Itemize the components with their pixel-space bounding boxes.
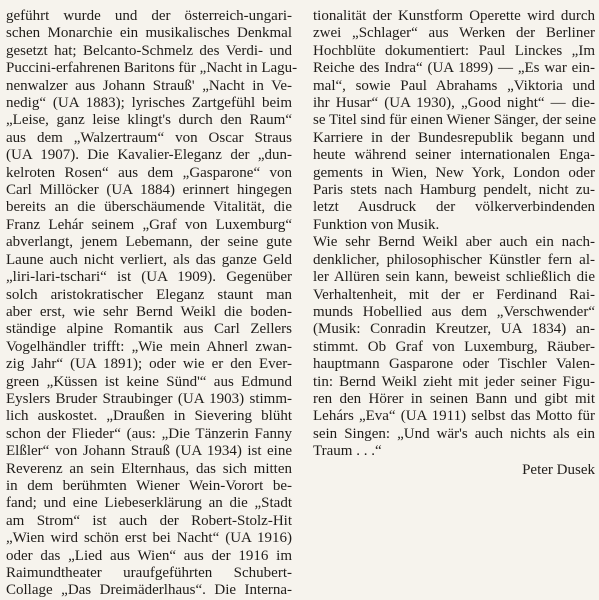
left-line-7: „Leise, ganz leise klingt's durch den Raum“	[6, 112, 292, 129]
right-line-17: Verhaltenheit, mit der er Ferdinand Rai-	[313, 286, 595, 303]
left-line-11: Carl Millöcker (UA 1884) erinnert hingegen	[6, 182, 292, 199]
right-line-11: Paris stets nach Hamburg pendelt, nicht zu-	[313, 182, 595, 199]
right-line-24: Lehárs „Eva“ (UA 1911) selbst das Motto für	[313, 408, 595, 425]
right-line-2: zwei „Schlager“ aus Werken der Berliner	[313, 25, 595, 42]
left-line-17: solch aristokratischer Eleganz staunt man	[6, 286, 292, 303]
left-line-26: Elßler“ von Johann Strauß (UA 1934) ist eine	[6, 443, 292, 460]
left-line-4: Puccini-erfahrenen Baritons für „Nacht in Lagu-	[6, 60, 298, 77]
left-line-10: kelroten Rosen“ aus dem „Gasparone“ von	[6, 164, 292, 181]
left-line-12: bereits an die überschäumende Vitalität, die	[6, 199, 292, 216]
right-line-19: (Musik: Conradin Kreutzer, UA 1834) an-	[313, 321, 595, 338]
right-line-20: stimmt. Ob Graf von Luxemburg, Räuber-	[313, 338, 595, 355]
left-line-21: zig Jahr“ (UA 1891); oder wie er den Ever-	[6, 356, 292, 373]
left-line-24: lich auskostet. „Draußen in Sievering blüht	[6, 408, 292, 425]
left-line-9: (UA 1907). Die Kavalier-Eleganz der „dun-	[6, 147, 292, 164]
right-line-1: tionalität der Kunstform Operette wird durch	[313, 8, 595, 24]
right-line-9: heute während seiner internationalen Enga-	[313, 147, 595, 164]
right-line-16: ler Allüren sein kann, beweist schließlich die	[313, 269, 595, 286]
right-line-21: hauptmann Gasparone oder Tischler Valen-	[313, 356, 595, 373]
right-line-23: ren den Hörer in seinen Bann und gibt mit	[313, 390, 595, 407]
left-line-28: in dem berühmten Wiener Wein-Vorort be-	[6, 477, 292, 494]
left-line-23: Eyslers Bruder Straubinger (UA 1903) stimm-	[6, 390, 292, 407]
left-line-31: „Wien wird schön erst bei Nacht“ (UA 1916)	[6, 530, 292, 547]
left-line-16: „liri-lari-tschari“ ist (UA 1909). Gegenüber	[6, 269, 292, 286]
right-line-7: se Titel sind für einen Wiener Sänger, der seine	[313, 112, 597, 129]
left-line-29: fand; und eine Liebeserklärung an die „Stadt	[6, 495, 292, 512]
right-line-3: Hochblüte dokumentiert: Paul Linckes „Im	[313, 42, 595, 59]
left-line-27: Reverenz an sein Elternhaus, das sich mitten	[6, 460, 292, 477]
left-line-2: schen Monarchie ein musikalisches Denkmal	[6, 25, 292, 42]
left-line-33: Raimundtheater uraufgeführten Schubert-	[6, 565, 292, 581]
left-line-5: nenwalzer aus Johann Strauß' „Nacht in Ve-	[6, 77, 292, 94]
author-signature: Peter Dusek	[522, 461, 595, 478]
left-line-34: Collage „Das Dreimäderlhaus“. Die Interna-	[6, 582, 292, 599]
left-line-3: gesetzt hat; Belcanto-Schmelz des Verdi- und	[6, 42, 292, 59]
right-line-15: denklicher, philosophischer Künstler fern al-	[313, 251, 595, 268]
right-line-18: munds Hobellied aus dem „Verschwender“	[313, 303, 595, 320]
right-text-column	[313, 8, 595, 479]
left-line-14: abverlangt, jenem Lebemann, der seine gute	[6, 234, 292, 251]
right-line-8: Karriere in der Bundesrepublik begann und	[313, 129, 595, 146]
left-line-32: oder das „Lied aus Wien“ aus der 1916 im	[6, 547, 292, 564]
right-line-4: Reiche des Indra“ (UA 1899) — „Es war ein-	[313, 60, 595, 77]
left-line-6: nedig“ (UA 1883); lyrisches Zartgefühl beim	[6, 95, 292, 112]
left-line-13: Franz Lehár seinem „Graf von Luxemburg“	[6, 216, 292, 233]
left-line-30: am Strom“ ist auch der Robert-Stolz-Hit	[6, 512, 292, 529]
left-line-25: schon der Flieder“ (aus: „Die Tänzerin Fanny	[6, 425, 292, 442]
right-line-26: Traum . . .“	[313, 443, 382, 460]
right-line-6: ihr Husar“ (UA 1930), „Good night“ — die-	[313, 95, 595, 112]
right-line-14: Wie sehr Bernd Weikl aber auch ein nach-	[313, 234, 595, 251]
left-line-20: Vogelhändler trifft: „Wie mein Ahnerl zwan-	[6, 338, 292, 355]
left-line-1: geführt wurde und der österreich-ungari-	[6, 8, 292, 24]
right-line-5: mal“, sowie Paul Abrahams „Viktoria und	[313, 77, 595, 94]
right-line-22: tin: Bernd Weikl zieht mit jeder seiner Figu-	[313, 373, 595, 390]
right-line-13: Funktion von Musik.	[313, 216, 440, 233]
left-line-19: ständige alpine Romantik aus Carl Zellers	[6, 321, 292, 338]
left-line-15: Laune auch nicht verliert, als das ganze Geld	[6, 251, 292, 268]
left-line-22: green „Küssen ist keine Sünd'“ aus Edmund	[6, 373, 292, 390]
right-line-25: sein Singen: „Und wär's auch nichts als ein	[313, 425, 595, 442]
right-line-12: letzt Ausdruck der völkerverbindenden	[313, 199, 595, 216]
left-line-18: aber erst, wie sehr Bernd Weikl die boden-	[6, 303, 292, 320]
left-text-column	[6, 8, 298, 600]
right-line-10: gements in Wien, New York, London oder	[313, 164, 595, 181]
left-line-8: aus dem „Walzertraum“ von Oscar Straus	[6, 129, 292, 146]
